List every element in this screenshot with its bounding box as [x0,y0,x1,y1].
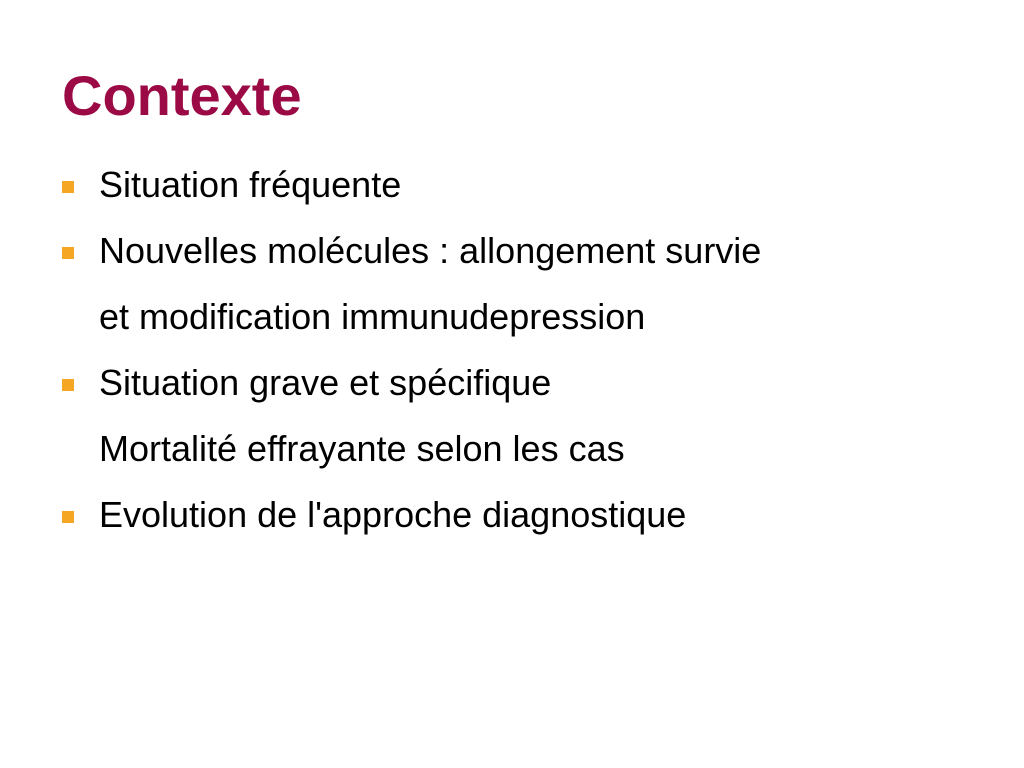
bullet-text-continuation: et modification immunudepression [99,296,646,337]
bullet-item-situation-grave [62,350,1002,482]
bullet-list [62,152,1002,548]
bullet-text: Situation fréquente [99,164,402,205]
slide-title: Contexte [62,64,302,127]
square-bullet-icon [62,247,74,259]
bullet-text: Situation grave et spécifique [99,362,552,403]
bullet-text-continuation: Mortalité effrayante selon les cas [99,428,625,469]
bullet-item-nouvelles-molecules [62,218,1002,350]
square-bullet-icon [62,511,74,523]
bullet-text: Nouvelles molécules : allongement survie [99,230,762,271]
square-bullet-icon [62,181,74,193]
bullet-text: Evolution de l'approche diagnostique [99,494,687,535]
bullet-item-evolution-approche [62,482,1002,548]
square-bullet-icon [62,379,74,391]
bullet-item-situation-frequente [62,152,1002,218]
